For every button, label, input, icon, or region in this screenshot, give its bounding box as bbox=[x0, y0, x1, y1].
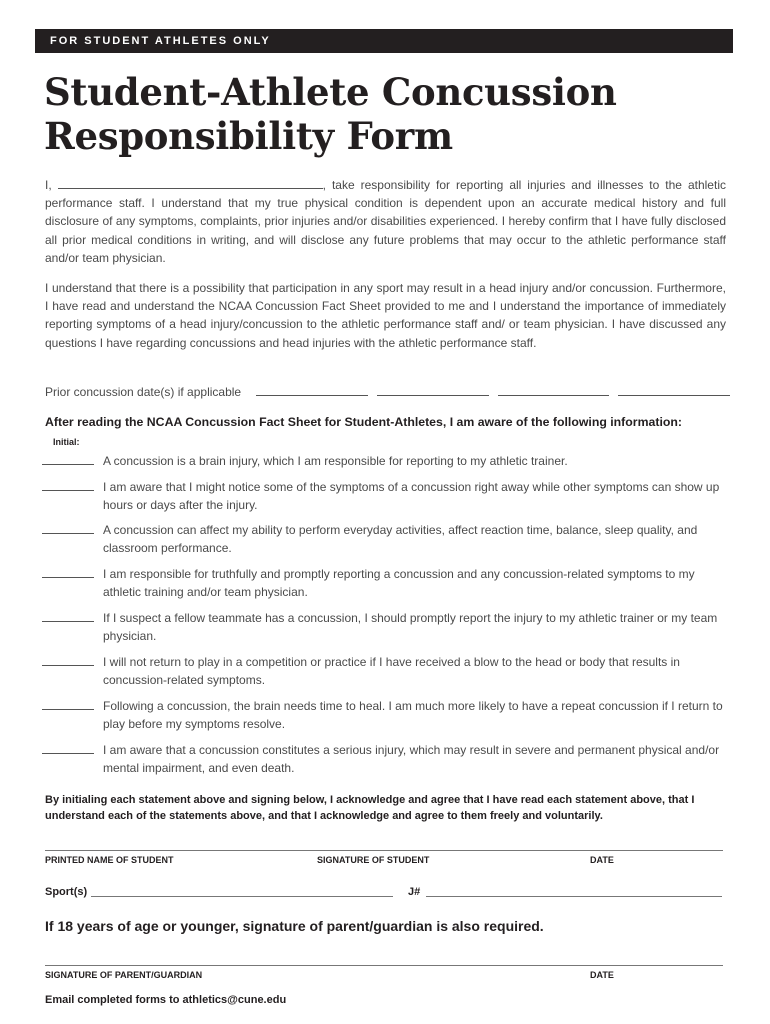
initial-blank[interactable] bbox=[42, 709, 94, 710]
student-date-line[interactable] bbox=[545, 850, 723, 851]
initial-blank[interactable] bbox=[42, 533, 94, 534]
form-title bbox=[44, 70, 617, 158]
prior-concussion-row bbox=[45, 385, 730, 399]
email-instruction: Email completed forms to athletics@cune.edu bbox=[45, 994, 287, 1006]
prior-date-blank-2[interactable] bbox=[377, 395, 489, 396]
statement-text: I am aware that I might notice some of the symptoms of a concussion right away while other symptoms can show up hours or days after the injury. bbox=[103, 480, 720, 512]
student-date-label: DATE bbox=[590, 855, 614, 865]
prior-date-blank-3[interactable] bbox=[498, 395, 610, 396]
initial-blank[interactable] bbox=[42, 753, 94, 754]
guardian-date-label: DATE bbox=[590, 970, 614, 980]
initial-blank[interactable] bbox=[42, 665, 94, 666]
initial-blank[interactable] bbox=[42, 621, 94, 622]
statement-text: Following a concussion, the brain needs time to heal. I am much more likely to have a repeat concussion if I return to play before my symptoms resolve. bbox=[103, 699, 723, 731]
acknowledgement-text: By initialing each statement above and signing below, I acknowledge and agree that I have read each statement above, that I understand each of the statements above, and that I acknowledge and agree to them freely and voluntarily. bbox=[45, 794, 695, 822]
printed-name-label: PRINTED NAME OF STUDENT bbox=[45, 855, 174, 865]
initial-blank[interactable] bbox=[42, 490, 94, 491]
prior-date-blank-1[interactable] bbox=[256, 395, 368, 396]
sport-input-line[interactable] bbox=[91, 896, 393, 897]
prior-date-blank-4[interactable] bbox=[618, 395, 730, 396]
initial-blank[interactable] bbox=[42, 464, 94, 465]
intro-paragraph bbox=[45, 176, 726, 267]
understanding-paragraph: I understand that there is a possibility that participation in any sport may result in a head injury and/or concussion. Furthermore, I have read and understand the NCAA Concussion Fact Sheet provided to me and I understand the importance of immediately reporting symptoms of a head injury/concussion to the athletic performance staff and/ or team physician. I have discussed any questions I have regarding concussions and head injuries with the athletic performance staff. bbox=[45, 281, 726, 350]
awareness-heading: After reading the NCAA Concussion Fact Sheet for Student-Athletes, I am aware of the following information: bbox=[45, 415, 682, 429]
initial-blank[interactable] bbox=[42, 577, 94, 578]
form-title-line1: Student-Athlete Concussion bbox=[44, 70, 617, 114]
statement-text: I will not return to play in a competition or practice if I have received a blow to the head or body that results in concussion-related symptoms. bbox=[103, 655, 680, 687]
statement-text: A concussion can affect my ability to perform everyday activities, affect reaction time, balance, sleep quality, and classroom performance. bbox=[103, 523, 698, 555]
student-signature-line[interactable] bbox=[300, 850, 545, 851]
guardian-requirement-note: If 18 years of age or younger, signature of parent/guardian is also required. bbox=[45, 918, 544, 934]
sport-label: Sport(s) bbox=[45, 886, 88, 898]
j-number-input-line[interactable] bbox=[426, 896, 722, 897]
statement-text: A concussion is a brain injury, which I am responsible for reporting to my athletic trainer. bbox=[103, 454, 568, 468]
statement-text: I am aware that a concussion constitutes a serious injury, which may result in severe and permanent physical and/or mental impairment, and even death. bbox=[103, 743, 720, 775]
student-name-blank[interactable] bbox=[58, 177, 323, 189]
statement-text: I am responsible for truthfully and promptly reporting a concussion and any concussion-related symptoms to my athletic training and/or team physician. bbox=[103, 567, 695, 599]
guardian-signature-label: SIGNATURE OF PARENT/GUARDIAN bbox=[45, 970, 203, 980]
statement-text: If I suspect a fellow teammate has a concussion, I should promptly report the injury to my athletic trainer or my team physician. bbox=[103, 611, 718, 643]
guardian-date-line[interactable] bbox=[545, 965, 723, 966]
printed-name-line[interactable] bbox=[45, 850, 300, 851]
audience-banner: FOR STUDENT ATHLETES ONLY bbox=[35, 29, 733, 53]
prior-concussion-label: Prior concussion date(s) if applicable bbox=[45, 385, 242, 399]
intro-prefix: I, bbox=[45, 178, 52, 192]
form-title-line2: Responsibility Form bbox=[44, 114, 453, 158]
student-signature-label: SIGNATURE OF STUDENT bbox=[317, 855, 430, 865]
guardian-signature-line[interactable] bbox=[45, 965, 545, 966]
initial-column-label: Initial: bbox=[53, 437, 80, 447]
j-number-label: J# bbox=[408, 886, 421, 898]
intro-text: , take responsibility for reporting all injuries and illnesses to the athletic performance staff. I understand that my true physical condition is dependent upon an accurate medical history and full disclosure of any symptoms, complaints, prior injuries and/or disabilities experienced. I hereby confirm that I have fully disclosed all prior medical conditions in writing, and will disclose any future problems that may occur to the athletic performance staff and/or team physician. bbox=[45, 178, 726, 265]
